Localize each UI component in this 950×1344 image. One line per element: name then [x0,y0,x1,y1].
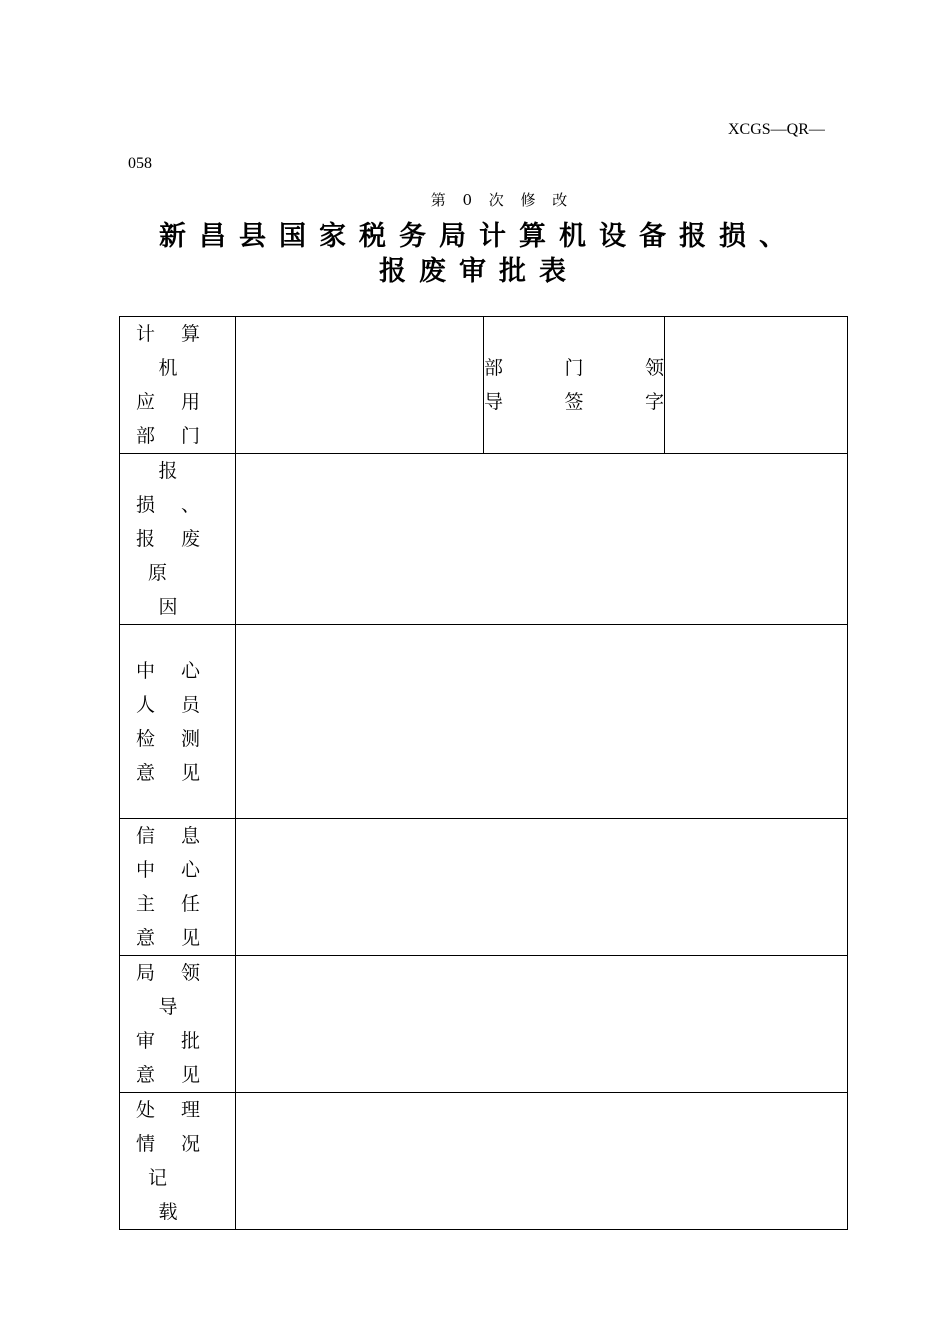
label-department: 计 算 机 应 用 部 门 [120,317,236,454]
row-department [120,317,848,454]
field-department[interactable] [236,317,484,454]
document-code-number: 058 [128,155,152,172]
form-title-line1: 新昌县国家税务局计算机设备报损、 [159,221,799,252]
row-inspection [120,625,848,819]
label-record: 处 理 情 况 记 载 [120,1093,236,1230]
row-approval [120,956,848,1093]
approval-form-table [119,316,848,1230]
form-title-line2: 报废审批表 [379,256,579,287]
field-leader-signature[interactable] [665,317,848,454]
field-director[interactable] [236,819,848,956]
row-record [120,1093,848,1230]
label-director: 信 息 中 心 主 任 意 见 [120,819,236,956]
document-code: XCGS—QR— [728,121,825,138]
field-reason[interactable] [236,454,848,625]
field-record[interactable] [236,1093,848,1230]
field-inspection[interactable] [236,625,848,819]
label-approval: 局 领 导 审 批 意 见 [120,956,236,1093]
revision-number: 第 0 次 修 改 [430,191,574,209]
row-director [120,819,848,956]
label-reason: 报 损 、 报 废 原 因 [120,454,236,625]
label-inspection: 中 心 人 员 检 测 意 见 [120,625,236,819]
field-approval[interactable] [236,956,848,1093]
row-reason [120,454,848,625]
label-leader-signature: 部 门 领 导 签 字 [484,317,665,454]
